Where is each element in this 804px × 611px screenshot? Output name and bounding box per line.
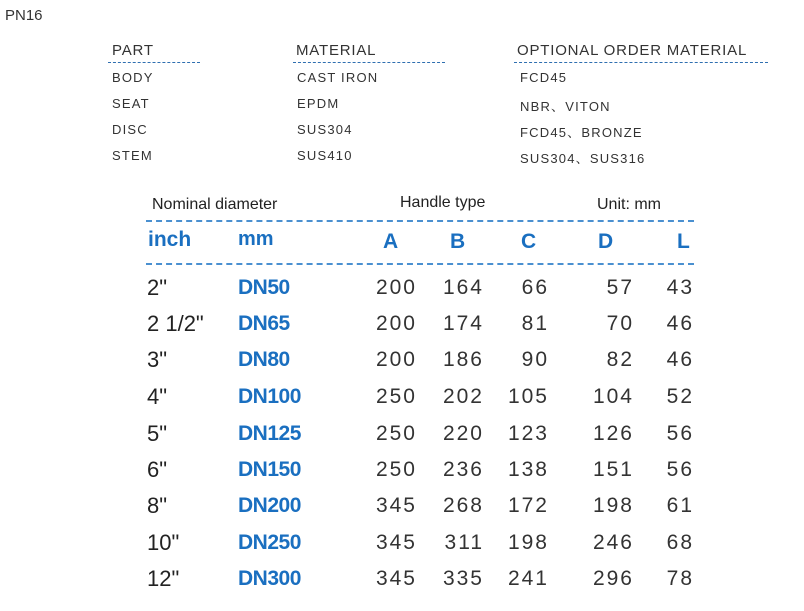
dim-b-cell: 236 (442, 458, 484, 481)
col-header-d: D (598, 230, 614, 253)
col-header-l: L (677, 230, 690, 253)
material-cell: EPDM (297, 96, 340, 111)
dim-l-cell: 56 (666, 422, 694, 445)
inch-cell: 10" (147, 530, 180, 555)
header-material: MATERIAL (296, 42, 377, 59)
inch-cell: 3" (147, 347, 168, 372)
dim-b-cell: 202 (442, 385, 484, 408)
col-header-a: A (383, 230, 399, 253)
dim-l-cell: 46 (666, 348, 694, 371)
nominal-diameter-label: Nominal diameter (152, 196, 278, 213)
optional-cell: NBR、VITON (520, 99, 611, 114)
dim-l-cell: 78 (666, 567, 694, 590)
inch-cell: 2 1/2" (147, 311, 204, 336)
dn-cell: DN65 (238, 312, 290, 335)
col-header-c: C (521, 230, 537, 253)
dn-cell: DN80 (238, 348, 290, 371)
optional-cell: SUS304、SUS316 (520, 151, 646, 166)
col-header-b: B (450, 230, 466, 253)
dim-a-cell: 250 (375, 385, 417, 408)
material-cell: SUS410 (297, 148, 353, 163)
header-optional-material: OPTIONAL ORDER MATERIAL (517, 42, 748, 59)
dim-a-cell: 200 (375, 276, 417, 299)
handle-type-label: Handle type (400, 194, 486, 211)
page-title: PN16 (5, 7, 43, 24)
dim-d-cell: 70 (606, 312, 634, 335)
part-cell: DISC (112, 122, 148, 137)
dim-l-cell: 56 (666, 458, 694, 481)
dim-a-cell: 345 (375, 494, 417, 517)
dim-l-cell: 43 (666, 276, 694, 299)
divider (146, 220, 694, 222)
part-cell: STEM (112, 148, 153, 163)
dim-d-cell: 296 (592, 567, 634, 590)
dim-b-cell: 335 (442, 567, 484, 590)
dim-c-cell: 241 (507, 567, 549, 590)
header-underline (108, 62, 200, 63)
part-cell: SEAT (112, 96, 150, 111)
dim-b-cell: 268 (442, 494, 484, 517)
dim-c-cell: 90 (521, 348, 549, 371)
col-header-inch: inch (148, 228, 192, 251)
material-cell: CAST IRON (297, 70, 379, 85)
dn-cell: DN150 (238, 458, 301, 481)
inch-cell: 6" (147, 457, 168, 482)
dn-cell: DN300 (238, 567, 301, 590)
dim-a-cell: 345 (375, 567, 417, 590)
dim-a-cell: 250 (375, 422, 417, 445)
dim-l-cell: 61 (666, 494, 694, 517)
dim-l-cell: 46 (666, 312, 694, 335)
dim-d-cell: 198 (592, 494, 634, 517)
dim-d-cell: 151 (592, 458, 634, 481)
dim-b-cell: 311 (444, 531, 484, 554)
dim-a-cell: 345 (375, 531, 417, 554)
dn-cell: DN250 (238, 531, 301, 554)
dim-a-cell: 200 (375, 312, 417, 335)
dim-c-cell: 138 (507, 458, 549, 481)
header-underline (293, 62, 445, 63)
header-underline (514, 62, 768, 63)
optional-cell: FCD45、BRONZE (520, 125, 643, 140)
dim-b-cell: 186 (442, 348, 484, 371)
dim-d-cell: 104 (592, 385, 634, 408)
inch-cell: 12" (147, 566, 180, 591)
dim-d-cell: 82 (606, 348, 634, 371)
part-cell: BODY (112, 70, 154, 85)
dn-cell: DN50 (238, 276, 290, 299)
dn-cell: DN125 (238, 422, 301, 445)
col-header-mm: mm (238, 228, 274, 250)
dim-c-cell: 198 (507, 531, 549, 554)
material-cell: SUS304 (297, 122, 353, 137)
dim-c-cell: 123 (507, 422, 549, 445)
dim-a-cell: 200 (375, 348, 417, 371)
unit-label: Unit: mm (597, 196, 661, 213)
dim-d-cell: 126 (592, 422, 634, 445)
inch-cell: 2" (147, 275, 168, 300)
dn-cell: DN200 (238, 494, 301, 517)
dim-c-cell: 105 (507, 385, 549, 408)
dim-l-cell: 68 (666, 531, 694, 554)
inch-cell: 4" (147, 384, 168, 409)
dim-b-cell: 164 (442, 276, 484, 299)
dim-d-cell: 57 (606, 276, 634, 299)
header-part: PART (112, 42, 154, 59)
dim-c-cell: 172 (507, 494, 549, 517)
dim-d-cell: 246 (592, 531, 634, 554)
dim-c-cell: 66 (521, 276, 549, 299)
optional-cell: FCD45 (520, 70, 568, 85)
dim-a-cell: 250 (375, 458, 417, 481)
dn-cell: DN100 (238, 385, 301, 408)
inch-cell: 8" (147, 493, 168, 518)
dim-c-cell: 81 (521, 312, 549, 335)
inch-cell: 5" (147, 421, 168, 446)
dim-b-cell: 174 (442, 312, 484, 335)
divider (146, 263, 694, 265)
dim-b-cell: 220 (442, 422, 484, 445)
dim-l-cell: 52 (666, 385, 694, 408)
